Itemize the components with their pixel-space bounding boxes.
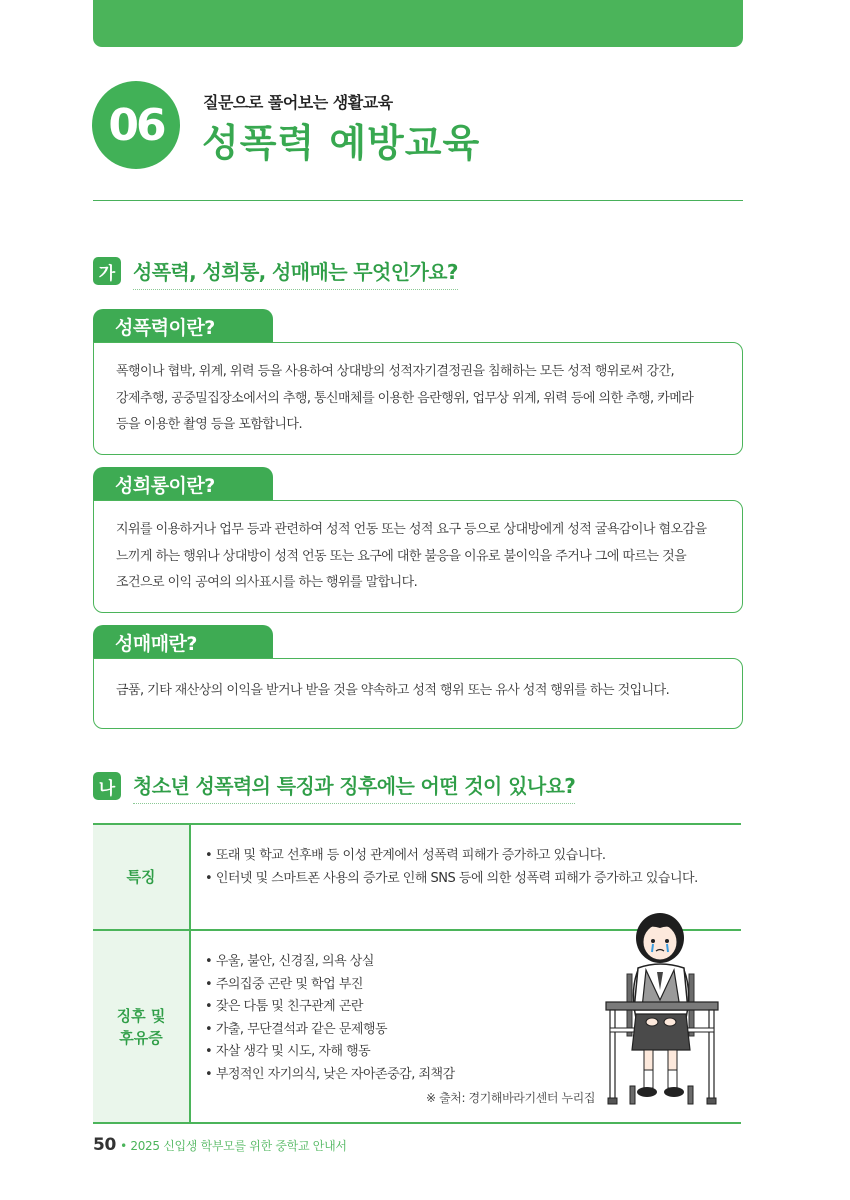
definition-line: 지위를 이용하거나 업무 등과 관련하여 성적 언동 또는 성적 요구 등으로 상대방에게 성적 굴욕감이나 혐오감을 [116,522,707,537]
section-b-question: 청소년 성폭력의 특징과 징후에는 어떤 것이 있나요? [133,770,575,804]
list-item: • 우울, 불안, 신경질, 의욕 상실 [205,951,741,974]
definition-box-prostitution [93,658,743,729]
definition-line: 금품, 기타 재산상의 이익을 받거나 받을 것을 약속하고 성적 행위 또는 유사 성적 행위를 하는 것입니다. [116,683,670,698]
list-item: • 부정적인 자기의식, 낮은 자아존중감, 죄책감 [205,1064,741,1087]
features-label: 특징 [93,824,190,930]
definition-box-sexual-violence [93,342,743,455]
page-footer [93,1135,347,1155]
definition-line: 폭행이나 협박, 위계, 위력 등을 사용하여 상대방의 성적자기결정권을 침해하는 모든 성적 행위로써 강간, [116,364,675,379]
definition-box-sexual-harassment [93,500,743,613]
section-a-question: 성폭력, 성희롱, 성매매는 무엇인가요? [133,256,458,290]
chapter-number-badge [92,81,180,169]
list-item: • 자살 생각 및 시도, 자해 행동 [205,1041,741,1064]
title-divider [93,200,743,201]
list-item: • 인터넷 및 스마트폰 사용의 증가로 인해 SNS 등에 의한 성폭력 피해가 증가하고 있습니다. [205,868,741,891]
list-item: • 잦은 다툼 및 친구관계 곤란 [205,996,741,1019]
chapter-title: 성폭력 예방교육 [202,121,481,165]
definition-tab-prostitution: 성매매란? [93,625,273,659]
page-number: 50 [93,1135,117,1155]
list-item: • 가출, 무단결석과 같은 문제행동 [205,1019,741,1042]
definition-line: 느끼게 하는 행위나 상대방이 성적 언동 또는 요구에 대한 불응을 이유로 불이익을 주거나 그에 따르는 것을 [116,548,687,564]
top-banner [93,0,743,47]
chapter-subtitle: 질문으로 풀어보는 생활교육 [203,93,393,112]
source-note: ※ 출처: 경기해바라기센터 누리집 [426,1091,596,1105]
signs-label [93,930,190,1123]
signs-label-line: 징후 및 [116,1006,166,1025]
crying-student-illustration [600,910,722,1110]
definition-line: 조건으로 이익 공여의 의사표시를 하는 행위를 말합니다. [116,575,418,590]
list-item: • 주의집중 곤란 및 학업 부진 [205,974,741,997]
definition-tab-sexual-harassment: 성희롱이란? [93,467,273,501]
signs-label-line: 후유증 [119,1028,163,1047]
definition-tab-sexual-violence: 성폭력이란? [93,309,273,343]
definition-line: 등을 이용한 촬영 등을 포함합니다. [116,417,303,432]
definition-line: 강제추행, 공중밀집장소에서의 추행, 통신매체를 이용한 음란행위, 업무상 위계, 위력 등에 의한 추행, 카메라 [116,390,694,406]
footer-text: • 2025 신입생 학부모를 위한 중학교 안내서 [120,1139,347,1153]
section-a-badge: 가 [93,257,121,285]
section-b-badge: 나 [93,772,121,800]
chapter-number: 06 [108,99,164,151]
list-item: • 또래 및 학교 선후배 등 이성 관계에서 성폭력 피해가 증가하고 있습니다. [205,845,741,868]
